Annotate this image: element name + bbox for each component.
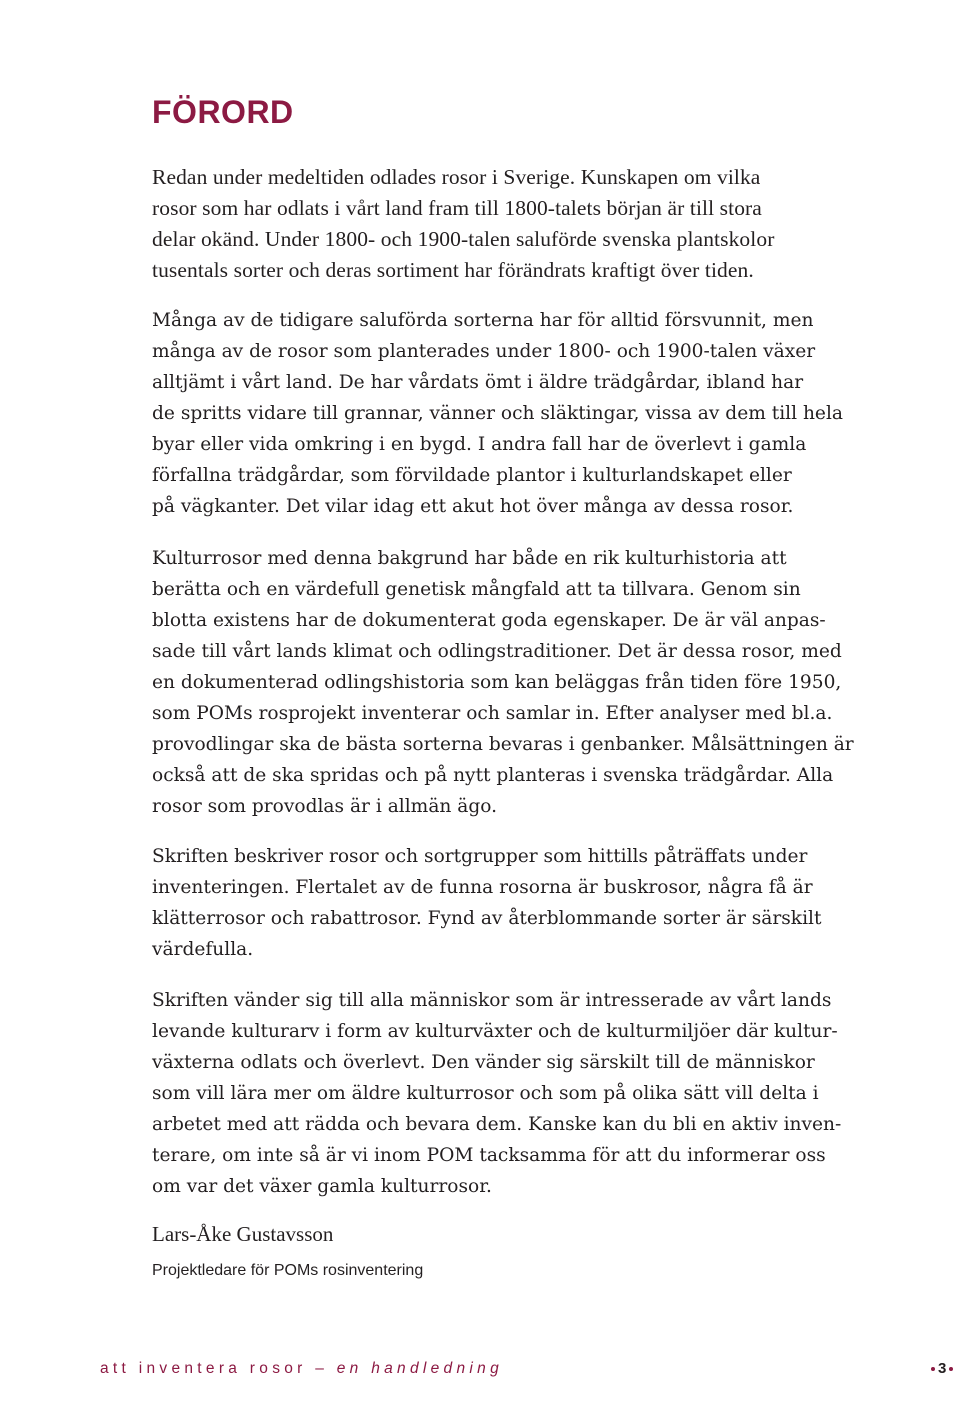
text-line: tusentals sorter och deras sortiment har förändrats kraftigt över tiden.	[152, 258, 754, 282]
text-line: alltjämt i vårt land. De har vårdats ömt i äldre trädgårdar, ibland har	[152, 372, 804, 393]
text-line: byar eller vida omkring i en bygd. I andra fall har de överlevt i gamla	[152, 434, 807, 455]
text-line: värdefulla.	[152, 939, 254, 960]
text-line: blotta existens har de dokumenterat goda egenskaper. De är väl anpas-	[152, 610, 826, 631]
text-line: rosor som provodlas är i allmän ägo.	[152, 796, 498, 817]
text-line: klätterrosor och rabattrosor. Fynd av återblommande sorter är särskilt	[152, 908, 822, 929]
text-line: växterna odlats och överlevt. Den vänder sig särskilt till de människor	[152, 1052, 815, 1073]
signature-role: Projektledare för POMs rosinventering	[152, 1262, 424, 1279]
page-number-value: 3	[938, 1360, 947, 1377]
bullet-dot-icon	[949, 1367, 953, 1371]
paragraph-4	[152, 841, 892, 965]
text-line: Skriften beskriver rosor och sortgrupper som hittills påträffats under	[152, 846, 808, 867]
paragraph-5	[152, 985, 892, 1202]
text-line: Många av de tidigare saluförda sorterna har för alltid försvunnit, men	[152, 310, 814, 331]
text-line: på vägkanter. Det vilar idag ett akut hot över många av dessa rosor.	[152, 496, 794, 517]
paragraph-1	[152, 162, 892, 286]
text-line: inventeringen. Flertalet av de funna rosorna är buskrosor, några få är	[152, 877, 813, 898]
text-line: en dokumenterad odlingshistoria som kan beläggas från tiden före 1950,	[152, 672, 842, 693]
text-line: som vill lära mer om äldre kulturrosor och som på olika sätt vill delta i	[152, 1083, 819, 1104]
text-line: Redan under medeltiden odlades rosor i Sverige. Kunskapen om vilka	[152, 165, 761, 189]
footer-title	[100, 1360, 503, 1378]
paragraph-2	[152, 305, 892, 522]
bullet-dot-icon	[931, 1367, 935, 1371]
page-title: FÖRORD	[152, 94, 294, 130]
text-line: de spritts vidare till grannar, vänner och släktingar, vissa av dem till hela	[152, 403, 843, 424]
text-line: som POMs rosprojekt inventerar och samlar in. Efter analyser med bl.a.	[152, 703, 833, 724]
text-line: många av de rosor som planterades under 1800- och 1900-talen växer	[152, 341, 816, 362]
text-line: Skriften vänder sig till alla människor som är intresserade av vårt lands	[152, 990, 832, 1011]
page-number	[928, 1360, 956, 1377]
text-line: delar okänd. Under 1800- och 1900-talen saluförde svenska plantskolor	[152, 227, 775, 251]
text-line: också att de ska spridas och på nytt planteras i svenska trädgårdar. Alla	[152, 765, 834, 786]
text-line: Kulturrosor med denna bakgrund har både en rik kulturhistoria att	[152, 548, 787, 569]
text-line: terare, om inte så är vi inom POM tacksamma för att du informerar oss	[152, 1145, 826, 1166]
text-line: provodlingar ska de bästa sorterna bevaras i genbanker. Målsättningen är	[152, 734, 854, 755]
text-line: rosor som har odlats i vårt land fram till 1800-talets början är till stora	[152, 196, 762, 220]
paragraph-3	[152, 543, 892, 822]
signature-name: Lars-Åke Gustavsson	[152, 1222, 334, 1246]
text-line: sade till vårt lands klimat och odlingstraditioner. Det är dessa rosor, med	[152, 641, 842, 662]
text-line: levande kulturarv i form av kulturväxter och de kulturmiljöer där kultur-	[152, 1021, 838, 1042]
text-line: förfallna trädgårdar, som förvildade plantor i kulturlandskapet eller	[152, 465, 792, 486]
footer-title-italic: en handledning	[336, 1360, 503, 1377]
text-line: om var det växer gamla kulturrosor.	[152, 1176, 492, 1197]
text-line: berätta och en värdefull genetisk mångfald att ta tillvara. Genom sin	[152, 579, 801, 600]
text-line: arbetet med att rädda och bevara dem. Kanske kan du bli en aktiv inven-	[152, 1114, 842, 1135]
footer-title-regular: att inventera rosor –	[100, 1360, 337, 1377]
